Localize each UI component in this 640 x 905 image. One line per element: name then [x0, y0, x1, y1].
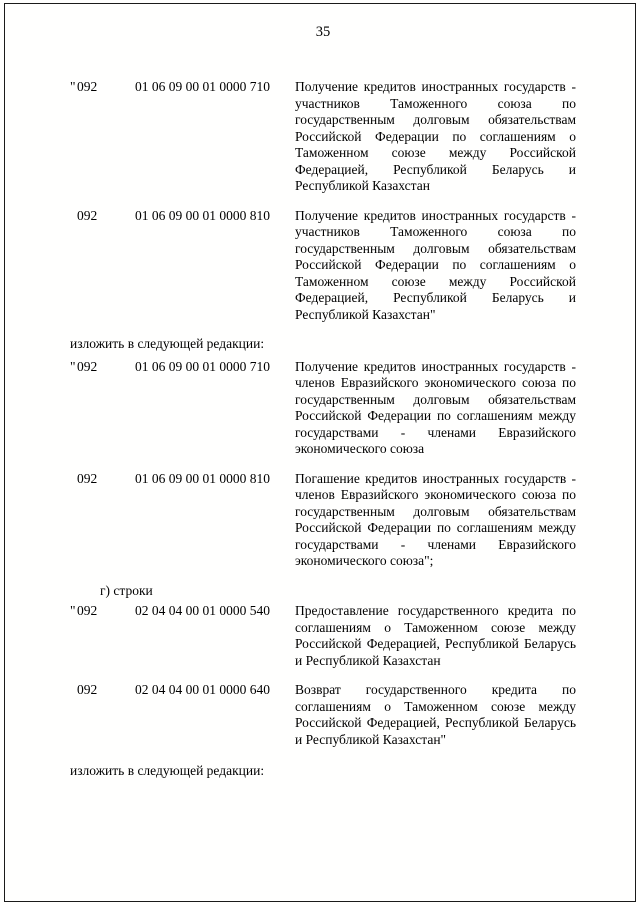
budget-classification-code: 01 06 09 00 01 0000 810 — [135, 207, 270, 223]
row-description: Возврат государственного кредита по соглашениям о Таможенном союзе между Российской Федерацией, Республикой Беларусь и Республикой Казахстан" — [295, 682, 576, 747]
agency-code: 092 — [77, 470, 98, 486]
agency-code-cell — [70, 359, 135, 458]
row-description: Получение кредитов иностранных государств - участников Таможенного союза по государственным долговым обязательствам Российской Федерации по соглашениям о Таможенном союзе между Российской Федерацией, Республикой Беларусь и Республикой Казахстан — [295, 79, 576, 193]
table-row — [70, 208, 576, 324]
table-row — [70, 603, 576, 669]
agency-code: 092 — [77, 207, 98, 223]
budget-classification-code: 01 06 09 00 01 0000 810 — [135, 470, 270, 486]
budget-classification-code: 02 04 04 00 01 0000 540 — [135, 603, 270, 618]
opening-quote: " — [70, 358, 76, 374]
budget-classification-code: 02 04 04 00 01 0000 640 — [135, 682, 270, 697]
budget-classification-code: 01 06 09 00 01 0000 710 — [135, 358, 270, 374]
opening-quote: " — [70, 603, 76, 618]
agency-code: 092 — [77, 358, 98, 374]
table-row — [70, 79, 576, 195]
agency-code-cell — [70, 79, 135, 195]
agency-code-cell — [70, 208, 135, 324]
row-description: Погашение кредитов иностранных государств - членов Евразийского экономического союза по государственным долговым обязательствам Российской Федерации по соглашениям между государствами - членами Евразийского экономического союза"; — [295, 470, 576, 568]
table-row — [70, 471, 576, 570]
amendment-note: изложить в следующей редакции: — [70, 336, 265, 351]
row-description: Получение кредитов иностранных государств - участников Таможенного союза по государственным долговым обязательствам Российской Федерации по соглашениям о Таможенном союзе между Российской Федерацией, Республикой Беларусь и Республикой Казахстан" — [295, 207, 576, 322]
table-row — [70, 682, 576, 748]
agency-code: 092 — [77, 603, 98, 618]
agency-code-cell — [70, 603, 135, 669]
row-description: Получение кредитов иностранных государств - членов Евразийского экономического союза по государственным долговым обязательствам Российской Федерации по соглашениям между государствами - членами Евразийского экономического союза — [295, 358, 576, 456]
agency-code: 092 — [77, 79, 98, 94]
subitem-marker: г) строки — [100, 582, 153, 598]
agency-code-cell — [70, 682, 135, 748]
page-number: 35 — [315, 24, 331, 40]
agency-code: 092 — [77, 682, 98, 697]
row-description: Предоставление государственного кредита по соглашениям о Таможенном союзе между Российской Федерацией, Республикой Беларусь и Республикой Казахстан — [295, 603, 576, 668]
budget-classification-code: 01 06 09 00 01 0000 710 — [135, 79, 270, 94]
opening-quote: " — [70, 79, 76, 94]
document-body — [70, 79, 576, 780]
agency-code-cell — [70, 471, 135, 570]
table-row — [70, 359, 576, 458]
amendment-note: изложить в следующей редакции: — [70, 763, 265, 778]
